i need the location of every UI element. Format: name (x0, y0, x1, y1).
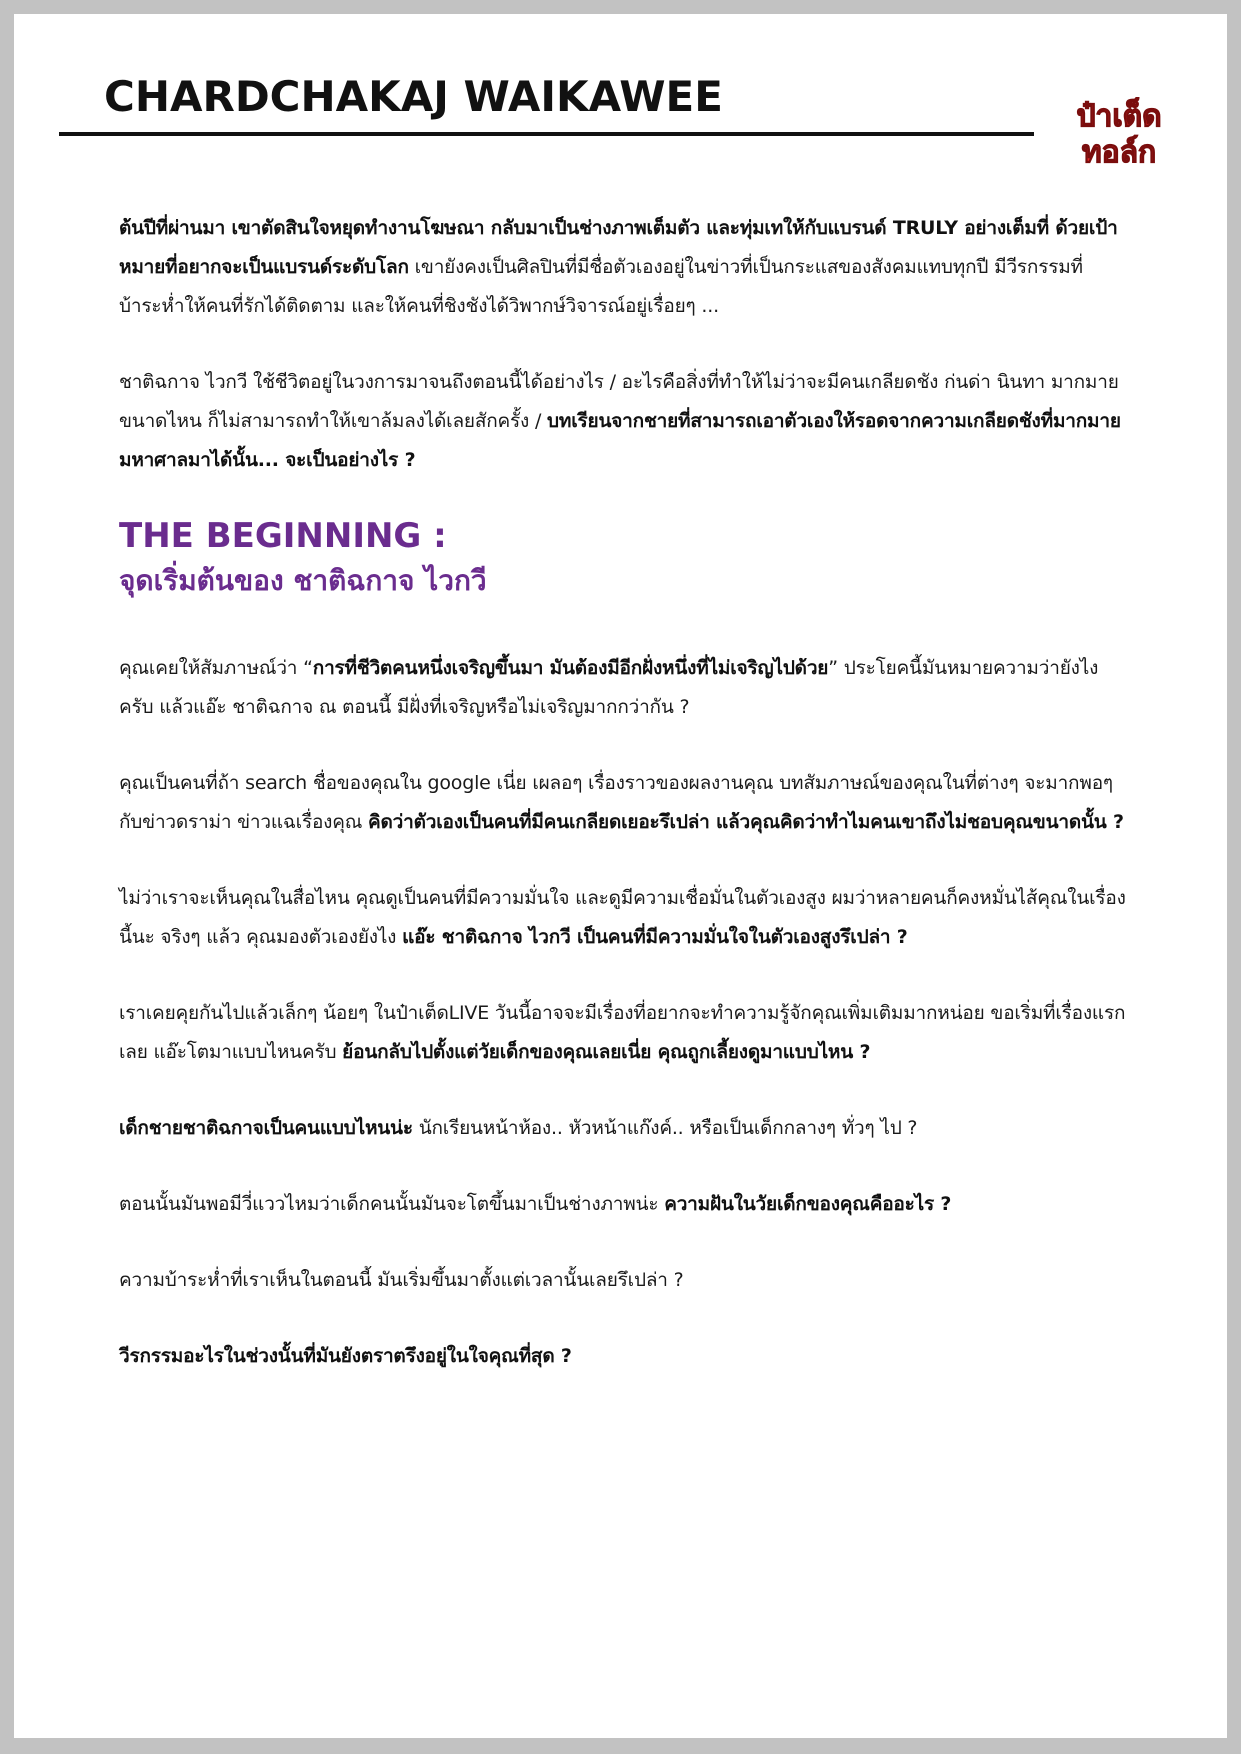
logo-line-2: ทอล์ก (1081, 135, 1157, 170)
text-segment: ชาติฉกาจ ไวกวี ใช้ชีวิตอยู่ในวงการมาจนถึงตอนนี้ได้อย่างไร / อะไรคือสิ่งที่ทำให้ไม่ว่าจะมีคนเกลียดชัง ก่นด่า นินทา มากมายขนาดไหน ก็ไม่สามารถทำให้เขาล้มลงได้เลยสักครั้ง / (119, 371, 1119, 432)
logo-line-1: ป๋าเต็ด (1076, 99, 1162, 134)
text-segment: เราเคยคุยกันไปแล้วเล็กๆ น้อยๆ ในป๋าเต็ดLIVE วันนี้อาจจะมีเรื่องที่อยากจะทำความรู้จักคุณเพิ่มเติมมากหน่อย ขอเริ่มที่เรื่องแรกเลย แอ๊ะโตมาแบบไหนครับ (119, 1002, 1126, 1064)
question-paragraph (119, 1109, 1129, 1148)
text-segment: นักเรียนหน้าห้อง.. หัวหน้าแก๊งค์.. หรือเป็นเด็กกลางๆ ทั่วๆ ไป ? (412, 1117, 918, 1140)
text-segment: คุณเคยให้สัมภาษณ์ว่า “ (119, 657, 313, 680)
bold-text-segment: ต้นปีที่ผ่านมา เขาตัดสินใจหยุดทำงานโฆษณา กลับมาเป็นช่างภาพเต็มตัว และทุ่มเทให้กับแบรนด์ TRULY อย่างเต็มที่ ด้วยเป้าหมายที่อยากจะเป็นแบรนด์ระดับโลก (119, 217, 1118, 278)
question-paragraph (119, 764, 1129, 842)
text-segment: ตอนนั้นมันพอมีวี่แววไหมว่าเด็กคนนั้นมันจะโตขึ้นมาเป็นช่างภาพน่ะ (119, 1193, 665, 1216)
document-page (14, 14, 1227, 1738)
question-paragraph (119, 1261, 1129, 1300)
intro-paragraph-1 (119, 209, 1129, 326)
bold-text-segment: บทเรียนจากชายที่สามารถเอาตัวเองให้รอดจากความเกลียดชังที่มากมายมหาศาลมาได้นั้น... จะเป็นอย่างไร ? (119, 410, 1121, 471)
bold-text-segment: แอ๊ะ ชาติฉกาจ ไวกวี เป็นคนที่มีความมั่นใจในตัวเองสูงรึเปล่า ? (402, 926, 908, 949)
article-body (119, 209, 1129, 1376)
text-segment: คุณเป็นคนที่ถ้า search ชื่อของคุณใน google เนี่ย เผลอๆ เรื่องราวของผลงานคุณ บทสัมภาษณ์ของคุณในที่ต่างๆ จะมากพอๆ กับข่าวดราม่า ข่าวแฉเรื่องคุณ (119, 772, 1113, 834)
intro-paragraph-2 (119, 363, 1129, 480)
bold-text-segment: เด็กชายชาติฉกาจเป็นคนแบบไหนน่ะ (119, 1117, 413, 1140)
section-subtitle: จุดเริ่มต้นของ ชาติฉกาจ ไวกวี (119, 563, 487, 597)
text-segment: ความบ้าระห่ำที่เราเห็นในตอนนี้ มันเริ่มขึ้นมาตั้งแต่เวลานั้นเลยรึเปล่า ? (119, 1269, 684, 1292)
header-divider (59, 132, 1034, 136)
pa-ted-talk-logo (1064, 94, 1174, 172)
question-paragraph (119, 994, 1129, 1072)
question-paragraph (119, 1337, 1129, 1376)
text-segment: เขายังคงเป็นศิลปินที่มีชื่อตัวเองอยู่ในข่าวที่เป็นกระแสของสังคมแทบทุกปี มีวีรกรรมที่บ้าระห่ำให้คนที่รักได้ติดตาม และให้คนที่ชิงชังได้วิพากษ์วิจารณ์อยู่เรื่อยๆ ... (119, 256, 1083, 317)
text-segment: ไม่ว่าเราจะเห็นคุณในสื่อไหน คุณดูเป็นคนที่มีความมั่นใจ และดูมีความเชื่อมั่นในตัวเองสูง ผมว่าหลายคนก็คงหมั่นไส้คุณในเรื่องนี้นะ จริงๆ แล้ว คุณมองตัวเองยังไง (119, 887, 1126, 949)
bold-text-segment: วีรกรรมอะไรในช่วงนั้นที่มันยังตราตรึงอยู่ในใจคุณที่สุด ? (119, 1345, 572, 1368)
question-paragraph (119, 879, 1129, 957)
text-segment: ” ประโยคนี้มันหมายความว่ายังไงครับ แล้วแอ๊ะ ชาติฉกาจ ณ ตอนนี้ มีฝั่งที่เจริญหรือไม่เจริญมากกว่ากัน ? (119, 657, 1099, 719)
bold-text-segment: คิดว่าตัวเองเป็นคนที่มีคนเกลียดเยอะรึเปล่า แล้วคุณคิดว่าทำไมคนเขาถึงไม่ชอบคุณขนาดนั้น ? (368, 811, 1124, 834)
page-title: CHARDCHAKAJ WAIKAWEE (104, 72, 723, 121)
question-paragraph (119, 649, 1129, 727)
bold-text-segment: ย้อนกลับไปตั้งแต่วัยเด็กของคุณเลยเนี่ย คุณถูกเลี้ยงดูมาแบบไหน ? (342, 1041, 871, 1064)
question-paragraph (119, 1185, 1129, 1224)
section-title: THE BEGINNING : (119, 516, 447, 556)
bold-text-segment: การที่ชีวิตคนหนึ่งเจริญขึ้นมา มันต้องมีอีกฝั่งหนึ่งที่ไม่เจริญไปด้วย (312, 657, 829, 680)
bold-text-segment: ความฝันในวัยเด็กของคุณคืออะไร ? (664, 1193, 952, 1216)
